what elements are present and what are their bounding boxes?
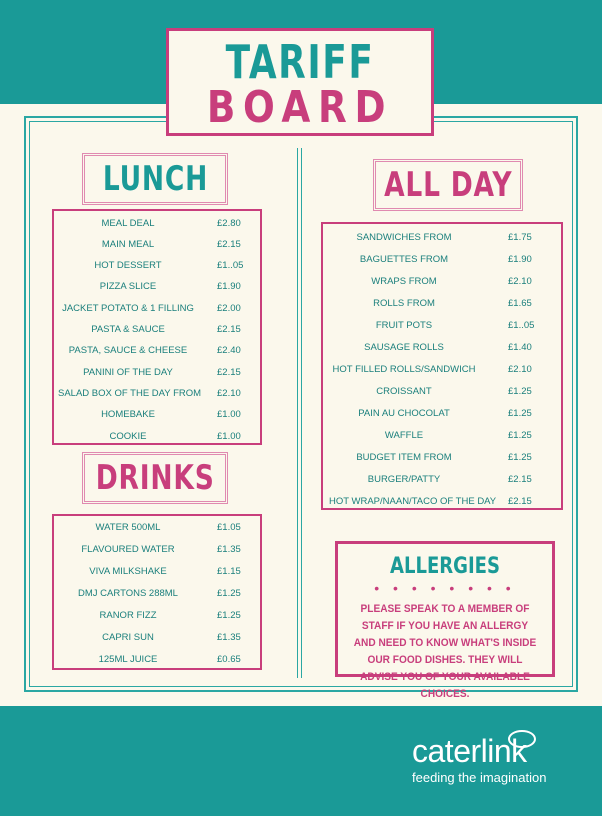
item-name: HOMEBAKE bbox=[101, 409, 155, 421]
item-name: SAUSAGE ROLLS bbox=[364, 341, 444, 353]
menu-row bbox=[54, 604, 260, 626]
item-name: PANINI OF THE DAY bbox=[83, 366, 173, 378]
speech-bubble-icon bbox=[508, 730, 536, 748]
menu-row bbox=[54, 212, 260, 234]
item-name: DMJ CARTONS 288ML bbox=[78, 587, 178, 599]
menu-row bbox=[323, 468, 561, 490]
item-name: PIZZA SLICE bbox=[99, 281, 157, 293]
allergies-box bbox=[335, 541, 555, 700]
menu-row bbox=[54, 538, 260, 560]
item-price: £1.65 bbox=[508, 297, 532, 309]
item-price: £2.80 bbox=[217, 217, 241, 229]
menu-row bbox=[323, 424, 561, 446]
item-name: PAIN AU CHOCOLAT bbox=[358, 407, 450, 419]
item-price: £1.35 bbox=[217, 631, 241, 643]
item-price: £2.15 bbox=[508, 473, 532, 485]
menu-row bbox=[323, 336, 561, 358]
allergies-heading: ALLERGIES bbox=[389, 554, 501, 579]
item-price: £1.05 bbox=[217, 521, 241, 533]
menu-row bbox=[54, 319, 260, 341]
item-price: £1.90 bbox=[508, 253, 532, 265]
item-price: £1.25 bbox=[508, 385, 532, 397]
item-price: £1.25 bbox=[508, 451, 532, 463]
item-name: BAGUETTES FROM bbox=[359, 253, 449, 265]
item-name: WATER 500ML bbox=[95, 521, 161, 533]
item-price: £2.40 bbox=[217, 345, 241, 357]
menu-row bbox=[323, 314, 561, 336]
item-price: £1..05 bbox=[217, 260, 244, 272]
item-name: HOT FILLED ROLLS/SANDWICH bbox=[332, 363, 476, 375]
item-price: £1.40 bbox=[508, 341, 532, 353]
title-line-1: TARIFF bbox=[225, 35, 375, 89]
allday-heading: ALL DAY bbox=[383, 165, 513, 205]
item-name: VIVA MILKSHAKE bbox=[89, 565, 167, 577]
menu-row bbox=[323, 402, 561, 424]
item-name: WRAPS FROM bbox=[371, 275, 437, 287]
caterlink-logo bbox=[412, 734, 572, 790]
menu-row bbox=[54, 297, 260, 319]
item-price: £1.75 bbox=[508, 231, 532, 243]
menu-row bbox=[323, 226, 561, 248]
title-box bbox=[166, 28, 434, 136]
item-name: HOT DESSERT bbox=[94, 260, 162, 272]
menu-row bbox=[54, 648, 260, 670]
item-price: £2.10 bbox=[217, 387, 241, 399]
menu-row bbox=[323, 446, 561, 468]
item-price: £2.15 bbox=[217, 324, 241, 335]
item-price: £1.15 bbox=[217, 565, 241, 577]
lunch-price-list bbox=[52, 209, 262, 445]
item-price: £1.25 bbox=[508, 429, 532, 441]
menu-row bbox=[54, 255, 260, 277]
allday-price-list bbox=[321, 222, 563, 510]
menu-row bbox=[323, 270, 561, 292]
menu-row bbox=[54, 276, 260, 298]
item-price: £0.65 bbox=[217, 653, 241, 665]
item-price: £1.25 bbox=[217, 587, 241, 599]
allday-heading-box bbox=[373, 159, 523, 211]
item-name: PASTA, SAUCE & CHEESE bbox=[68, 345, 188, 357]
item-price: £2.00 bbox=[217, 302, 241, 314]
allergies-notice: PLEASE SPEAK TO A MEMBER OF STAFF IF YOU HAVE AN ALLERGY AND NEED TO KNOW WHAT'S INSIDE OUR FOOD DISHES. THEY WILL ADVISE YOU OF YOUR AVAILABLE CHOICES. bbox=[353, 603, 537, 700]
item-price: £1.25 bbox=[217, 609, 241, 621]
menu-row bbox=[54, 361, 260, 383]
item-price: £2.15 bbox=[508, 495, 532, 507]
item-price: £1.90 bbox=[217, 281, 241, 293]
item-price: £1..05 bbox=[508, 319, 535, 331]
menu-row bbox=[54, 233, 260, 255]
item-name: 125ML JUICE bbox=[98, 653, 158, 665]
item-name: RANOR FIZZ bbox=[99, 609, 157, 621]
menu-row bbox=[54, 582, 260, 604]
item-name: FLAVOURED WATER bbox=[81, 543, 175, 555]
item-name: COOKIE bbox=[109, 430, 147, 442]
item-price: £2.15 bbox=[217, 238, 241, 250]
column-divider-right bbox=[301, 148, 302, 678]
item-price: £1.25 bbox=[508, 407, 532, 419]
item-name: SALAD BOX OF THE DAY FROM bbox=[58, 387, 202, 399]
item-price: £1.00 bbox=[217, 409, 241, 421]
drinks-heading: DRINKS bbox=[95, 458, 215, 498]
menu-row bbox=[54, 516, 260, 538]
menu-row bbox=[54, 626, 260, 648]
brand-tagline: feeding the imagination bbox=[412, 770, 547, 785]
menu-row bbox=[54, 382, 260, 404]
item-name: JACKET POTATO & 1 FILLING bbox=[62, 302, 194, 314]
menu-row bbox=[323, 490, 561, 512]
drinks-heading-box bbox=[82, 452, 228, 504]
item-name: WAFFLE bbox=[384, 429, 424, 441]
item-name: CAPRI SUN bbox=[102, 631, 154, 643]
item-price: £1.00 bbox=[217, 430, 241, 442]
item-name: HOT WRAP/NAAN/TACO OF THE DAY bbox=[329, 495, 497, 507]
item-name: MEAL DEAL bbox=[101, 217, 155, 229]
lunch-heading: LUNCH bbox=[102, 159, 208, 199]
menu-row bbox=[323, 358, 561, 380]
allergies-divider-dots: • • • • • • • • bbox=[374, 580, 516, 596]
item-name: PASTA & SAUCE bbox=[91, 324, 165, 335]
item-price: £2.10 bbox=[508, 275, 532, 287]
item-price: £2.10 bbox=[508, 363, 532, 375]
drinks-price-list bbox=[52, 514, 262, 670]
column-divider-left bbox=[297, 148, 298, 678]
item-name: ROLLS FROM bbox=[373, 297, 435, 309]
menu-row bbox=[54, 404, 260, 426]
item-price: £1.35 bbox=[217, 543, 241, 555]
menu-row bbox=[323, 248, 561, 270]
menu-row bbox=[323, 292, 561, 314]
lunch-heading-box bbox=[82, 153, 228, 205]
menu-row bbox=[54, 425, 260, 447]
menu-row bbox=[54, 340, 260, 362]
title-line-2: BOARD bbox=[206, 82, 394, 133]
item-price: £2.15 bbox=[217, 366, 241, 378]
menu-row bbox=[54, 560, 260, 582]
item-name: BURGER/PATTY bbox=[367, 473, 441, 485]
menu-row bbox=[323, 380, 561, 402]
item-name: SANDWICHES FROM bbox=[356, 231, 452, 243]
item-name: CROISSANT bbox=[376, 385, 432, 397]
item-name: FRUIT POTS bbox=[375, 319, 433, 331]
item-name: BUDGET ITEM FROM bbox=[356, 451, 452, 463]
brand-name: caterlink bbox=[412, 733, 527, 769]
item-name: MAIN MEAL bbox=[101, 238, 155, 250]
